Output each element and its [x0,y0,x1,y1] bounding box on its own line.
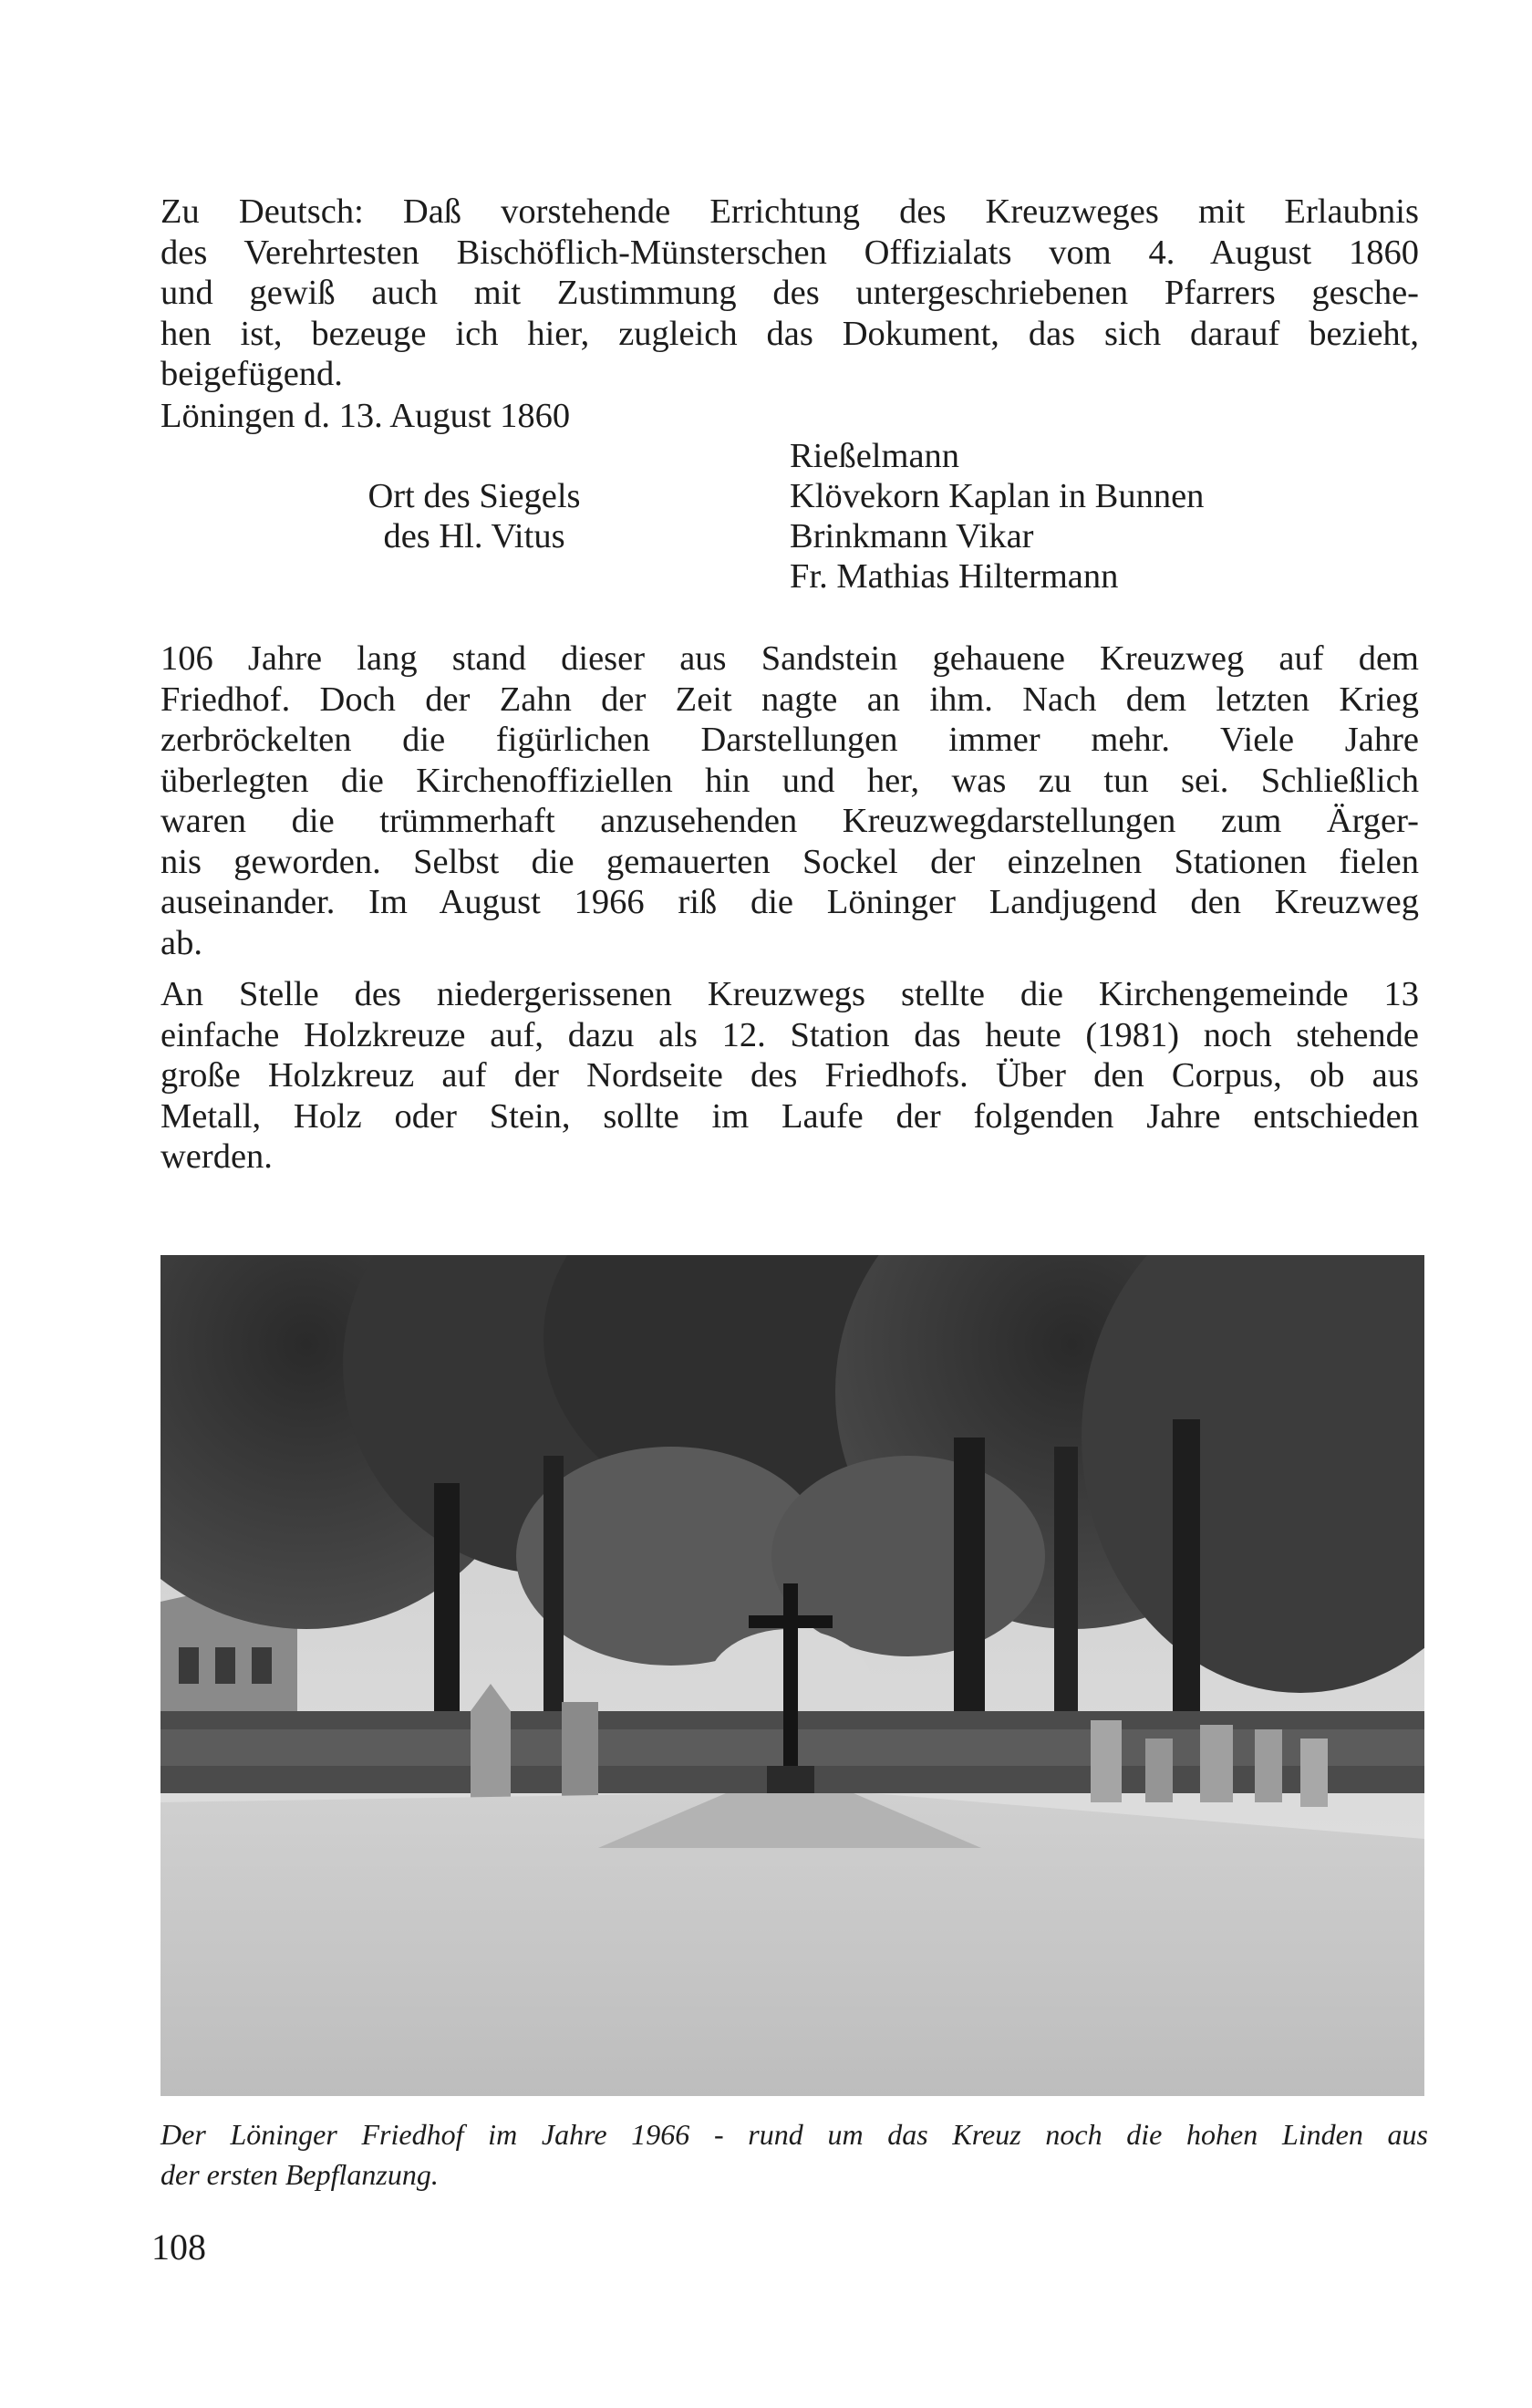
text-line: An Stelle des niedergerissenen Kreuzwegs stellte die Kirchengemeinde 13 [160,975,1419,1013]
text-line: werden. [160,1137,273,1176]
photo-caption [160,2114,1428,2195]
cemetery-photo [160,1255,1424,2096]
signature: Klövekorn Kaplan in Bunnen [790,477,1205,515]
text-line: des Verehrtesten Bischöflich-Münsterschen Offizialats vom 4. August 1860 [160,233,1419,272]
caption-line: Der Löninger Friedhof im Jahre 1966 - rund um das Kreuz noch die hohen Linden aus [160,2118,1428,2151]
text-line: 106 Jahre lang stand dieser aus Sandstein gehauene Kreuzweg auf dem [160,639,1419,678]
text-line: zerbröckelten die figürlichen Darstellungen immer mehr. Viele Jahre [160,721,1419,759]
text-line: Metall, Holz oder Stein, sollte im Laufe der folgenden Jahre entschieden [160,1096,1419,1136]
text-line: beigefügend. [160,355,343,393]
history-paragraph [160,638,1419,963]
signature: Brinkmann Vikar [790,517,1034,555]
text-line: einfache Holzkreuze auf, dazu als 12. Station das heute (1981) noch stehende [160,1015,1419,1054]
text-line: überlegten die Kirchenoffiziellen hin und her, was zu tun sei. Schließlich [160,761,1419,800]
text-line: und gewiß auch mit Zustimmung des untergeschriebenen Pfarrers gesche- [160,274,1419,312]
text-line: auseinander. Im August 1966 riß die Löninger Landjugend den Kreuzweg [160,883,1419,921]
page-number: 108 [151,2226,206,2268]
seal-line: des Hl. Vitus [383,517,565,555]
place-date: Löningen d. 13. August 1860 [160,397,571,435]
signature: Rießelmann [790,437,960,475]
signature-list [790,436,1428,597]
replacement-paragraph [160,974,1419,1178]
text-line: große Holzkreuz auf der Nordseite des Friedhofs. Über den Corpus, ob aus [160,1056,1419,1095]
seal-line: Ort des Siegels [367,477,581,515]
caption-line: der ersten Bepflanzung. [160,2158,439,2191]
text-line: nis geworden. Selbst die gemauerten Sockel der einzelnen Stationen fielen [160,842,1419,881]
text-line: Friedhof. Doch der Zahn der Zeit nagte an ihm. Nach dem letzten Krieg [160,680,1419,719]
text-line: Zu Deutsch: Daß vorstehende Errichtung des Kreuzweges mit Erlaubnis [160,192,1419,231]
seal-note [328,476,620,556]
signature: Fr. Mathias Hiltermann [790,557,1119,596]
intro-paragraph [160,192,1419,395]
text-line: ab. [160,923,202,962]
text-line: waren die trümmerhaft anzusehenden Kreuzwegdarstellungen zum Ärger- [160,802,1419,840]
text-line: hen ist, bezeuge ich hier, zugleich das Dokument, das sich darauf bezieht, [160,314,1419,353]
